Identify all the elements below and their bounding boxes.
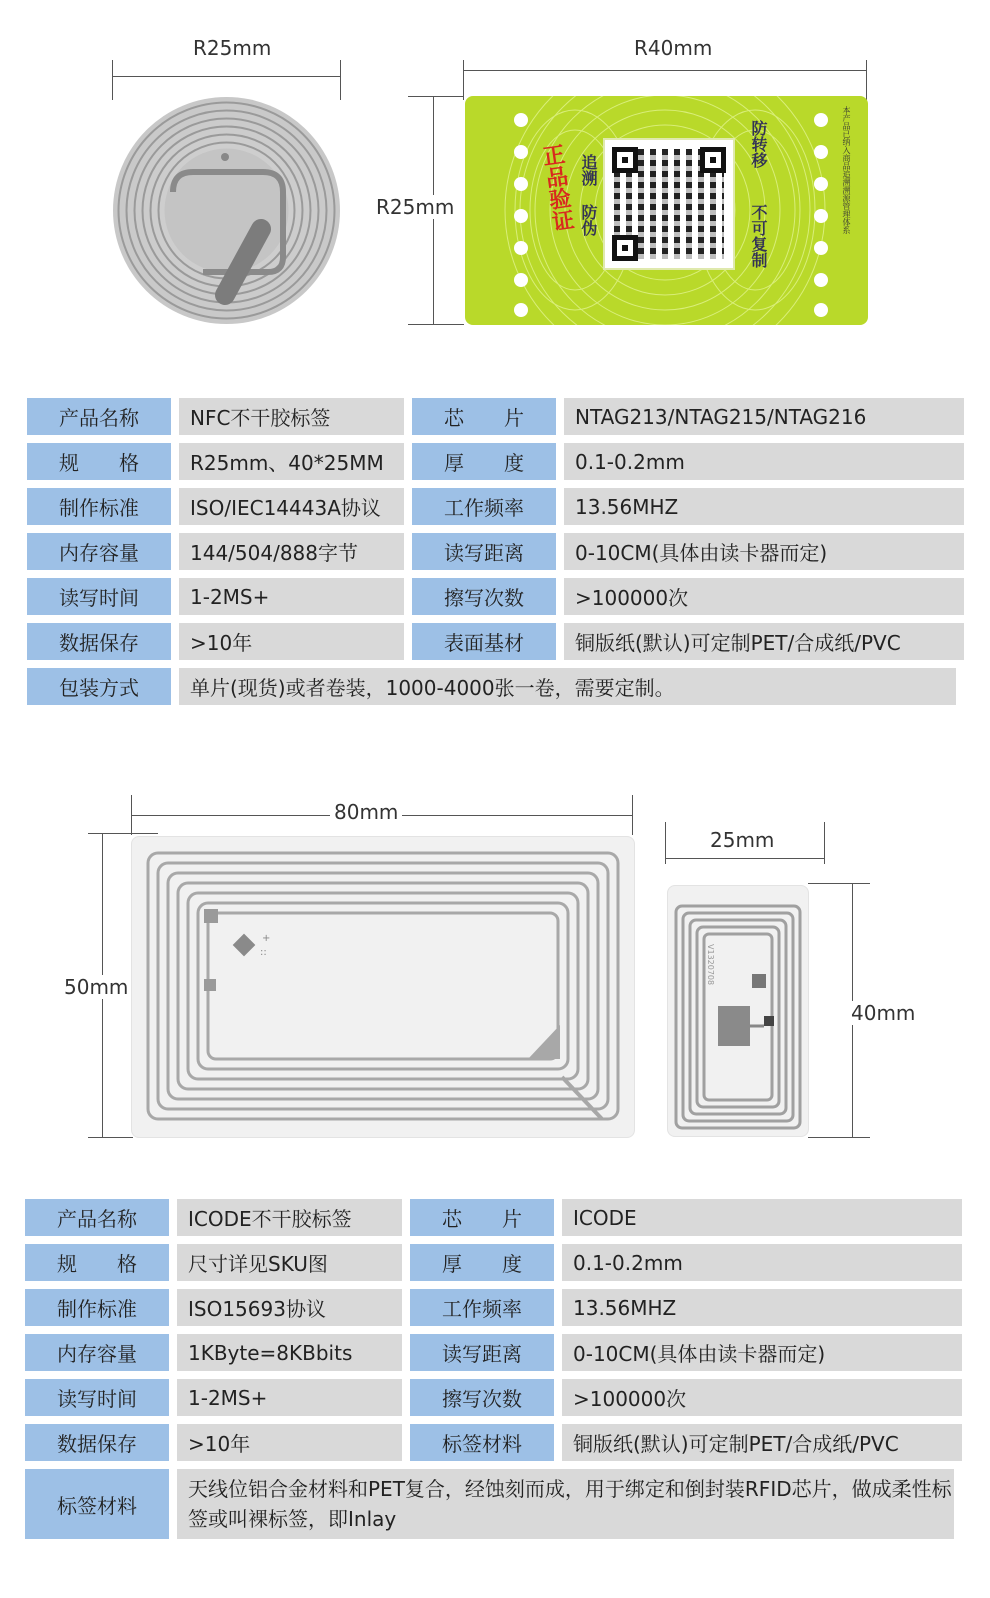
spec-row <box>27 443 964 480</box>
small-width-label: 25mm <box>706 828 778 852</box>
spec-label: 厚 度 <box>410 1244 554 1281</box>
spec-value: 尺寸详见SKU图 <box>177 1244 402 1281</box>
spec-value: 天线位铝合金材料和PET复合，经蚀刻而成，用于绑定和倒封装RFID芯片，做成柔性标签或叫裸标签，即Inlay <box>177 1469 954 1539</box>
spec-value: R25mm、40*25MM <box>179 443 404 480</box>
spec-row <box>25 1469 962 1539</box>
spec-value: ISO/IEC14443A协议 <box>179 488 404 525</box>
icode-spec-table <box>25 1199 962 1547</box>
icode-rect-inlay-image <box>131 836 635 1138</box>
spec-label: 工作频率 <box>410 1289 554 1326</box>
spec-row <box>27 398 964 435</box>
spec-label: 读写时间 <box>25 1379 169 1416</box>
spec-label: 厚 度 <box>412 443 556 480</box>
dim-tick <box>808 1137 870 1138</box>
anti-counterfeit-label-image <box>465 96 868 325</box>
spec-value: 0.1-0.2mm <box>564 443 964 480</box>
inlay-print-code: V1320708 <box>706 944 715 986</box>
dim-tick <box>340 60 341 100</box>
spec-label: 包装方式 <box>27 668 171 705</box>
antenna-coil-icon <box>113 97 340 324</box>
spec-value: 0.1-0.2mm <box>562 1244 962 1281</box>
dim-tick <box>88 833 158 834</box>
spec-label: 数据保存 <box>27 623 171 660</box>
spec-value: 144/504/888字节 <box>179 533 404 570</box>
spec-label: 规 格 <box>25 1244 169 1281</box>
spec-value: 铜版纸(默认)可定制PET/合成纸/PVC <box>564 623 964 660</box>
spec-value: NTAG213/NTAG215/NTAG216 <box>564 398 964 435</box>
spec-value: ICODE <box>562 1199 962 1236</box>
card-height-label: R25mm <box>372 195 458 219</box>
qr-code-icon <box>605 140 733 268</box>
spec-label: 读写距离 <box>412 533 556 570</box>
spec-label: 读写时间 <box>27 578 171 615</box>
card-edge-text: 本产品已纳入商品追溯溯源管理体系 <box>842 106 851 234</box>
spec-value: 1-2MS+ <box>179 578 404 615</box>
dim-tick <box>408 96 464 97</box>
dim-tick <box>808 883 870 884</box>
dim-tick <box>866 60 867 100</box>
spec-value: NFC不干胶标签 <box>179 398 404 435</box>
spec-value: 0-10CM(具体由读卡器而定) <box>562 1334 962 1371</box>
spec-value: >100000次 <box>564 578 964 615</box>
spec-label: 产品名称 <box>27 398 171 435</box>
svg-text:::: :: <box>260 947 267 958</box>
spec-value: 1KByte=8KBbits <box>177 1334 402 1371</box>
spec-label: 制作标准 <box>27 488 171 525</box>
spec-value: >100000次 <box>562 1379 962 1416</box>
card-text-no-copy: 不可复制 <box>749 204 768 268</box>
card-text-anti-fake: 防伪 <box>579 204 598 236</box>
card-width-label: R40mm <box>630 36 716 60</box>
spec-value: 单片(现货)或者卷装，1000-4000张一卷，需要定制。 <box>179 668 956 705</box>
spec-row <box>25 1244 962 1281</box>
card-text-trace: 追溯 <box>579 154 598 186</box>
spec-value: >10年 <box>177 1424 402 1461</box>
round-width-label: R25mm <box>189 36 275 60</box>
spec-value: 1-2MS+ <box>177 1379 402 1416</box>
rect-height-label: 50mm <box>60 975 132 999</box>
dim-tick <box>88 1137 133 1138</box>
spec-label: 制作标准 <box>25 1289 169 1326</box>
spec-label: 数据保存 <box>25 1424 169 1461</box>
spec-label: 规 格 <box>27 443 171 480</box>
spec-label: 标签材料 <box>25 1469 169 1539</box>
icode-small-inlay-image <box>667 885 809 1137</box>
dim-tick <box>408 324 464 325</box>
spec-label: 标签材料 <box>410 1424 554 1461</box>
spec-row <box>25 1334 962 1371</box>
spec-value: ICODE不干胶标签 <box>177 1199 402 1236</box>
round-nfc-tag-image <box>113 97 340 324</box>
spec-row <box>27 578 964 615</box>
small-height-label: 40mm <box>847 1001 919 1025</box>
dim-tick <box>463 60 464 100</box>
spec-label: 读写距离 <box>410 1334 554 1371</box>
spec-value: >10年 <box>179 623 404 660</box>
spec-label: 擦写次数 <box>410 1379 554 1416</box>
spec-row <box>25 1289 962 1326</box>
dim-tick <box>112 60 113 100</box>
spec-label: 擦写次数 <box>412 578 556 615</box>
dim-line <box>112 76 340 77</box>
spec-row <box>25 1424 962 1461</box>
spec-value: 13.56MHZ <box>564 488 964 525</box>
spec-row <box>27 488 964 525</box>
svg-text:+: + <box>262 933 271 944</box>
spec-value: 铜版纸(默认)可定制PET/合成纸/PVC <box>562 1424 962 1461</box>
card-text-genuine: 正品验证 <box>537 142 575 234</box>
spec-label: 芯 片 <box>410 1199 554 1236</box>
nfc-spec-table <box>27 398 964 713</box>
spec-label: 表面基材 <box>412 623 556 660</box>
spec-row <box>27 668 964 705</box>
antenna-coil-icon <box>668 886 808 1136</box>
spec-row <box>25 1379 962 1416</box>
rect-width-label: 80mm <box>330 800 402 824</box>
card-text-anti-transfer: 防转移 <box>749 120 768 168</box>
dim-tick <box>824 822 825 864</box>
spec-value: 0-10CM(具体由读卡器而定) <box>564 533 964 570</box>
dim-line <box>665 858 824 859</box>
spec-row <box>25 1199 962 1236</box>
antenna-coil-icon <box>132 837 634 1137</box>
dim-tick <box>632 795 633 835</box>
spec-label: 工作频率 <box>412 488 556 525</box>
spec-row <box>27 533 964 570</box>
spec-value: ISO15693协议 <box>177 1289 402 1326</box>
spec-label: 内存容量 <box>25 1334 169 1371</box>
spec-label: 内存容量 <box>27 533 171 570</box>
dim-line <box>463 70 866 71</box>
spec-row <box>27 623 964 660</box>
spec-label: 芯 片 <box>412 398 556 435</box>
spec-value: 13.56MHZ <box>562 1289 962 1326</box>
spec-label: 产品名称 <box>25 1199 169 1236</box>
